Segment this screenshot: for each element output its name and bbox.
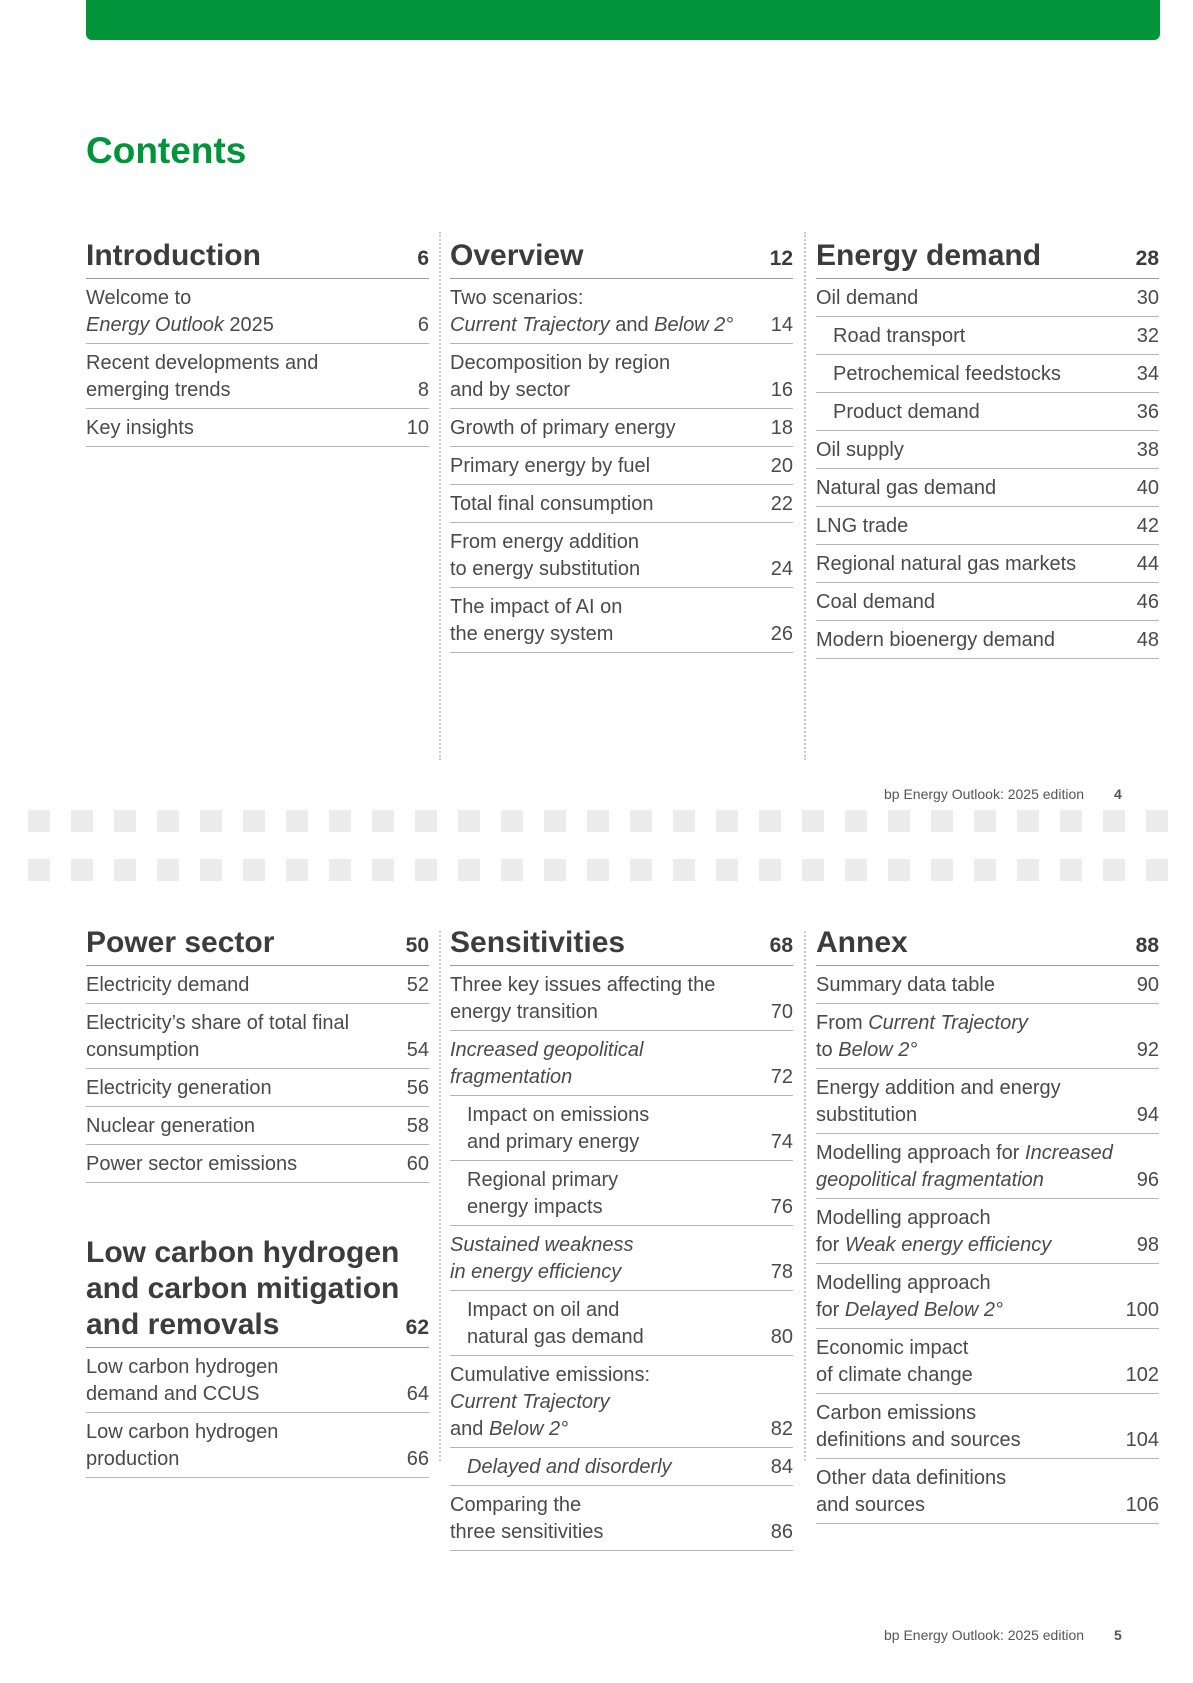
toc-entry[interactable] xyxy=(816,469,1159,507)
toc-entry[interactable] xyxy=(816,279,1159,317)
section-page-number: 62 xyxy=(405,1316,429,1339)
section-page-number: 50 xyxy=(405,934,429,957)
separator-square xyxy=(157,810,179,832)
separator-square xyxy=(1017,810,1039,832)
section-heading[interactable] xyxy=(816,925,1159,966)
entry-title xyxy=(86,1419,278,1473)
entry-title-text: and xyxy=(450,1418,484,1440)
toc-column-sensitivities xyxy=(450,925,793,1551)
entry-page-number: 78 xyxy=(770,1261,793,1283)
toc-entry[interactable] xyxy=(450,1356,793,1448)
separator-square xyxy=(716,810,738,832)
entry-title xyxy=(816,285,918,312)
toc-column-annex xyxy=(816,925,1159,1524)
toc-column-power-and-hydrogen xyxy=(86,925,429,1478)
entry-title-italic: Weak energy efficiency xyxy=(844,1234,1052,1256)
separator-square xyxy=(114,810,136,832)
entry-title-text: Modern bioenergy demand xyxy=(816,629,1056,651)
section-heading[interactable] xyxy=(86,238,429,279)
entry-title-text: Economic impact of climate change xyxy=(816,1337,973,1386)
entry-title-text: Low carbon hydrogen demand and CCUS xyxy=(86,1356,279,1405)
entry-page-number: 66 xyxy=(406,1448,429,1470)
toc-entry[interactable] xyxy=(816,393,1159,431)
entry-title xyxy=(450,1492,603,1546)
entry-title-text: Modelling approach for xyxy=(816,1272,991,1321)
toc-entry[interactable] xyxy=(86,1348,429,1413)
entry-title-text: Road transport xyxy=(833,325,966,347)
entry-page-number: 42 xyxy=(1136,515,1159,537)
toc-section xyxy=(86,925,429,1183)
entry-title-text: Regional primary energy impacts xyxy=(467,1169,619,1218)
entry-title xyxy=(450,350,670,404)
entry-page-number: 8 xyxy=(417,379,429,401)
page-title: Contents xyxy=(86,130,247,171)
entry-title xyxy=(450,1362,650,1443)
entry-title xyxy=(450,972,715,1026)
entry-page-number: 94 xyxy=(1136,1104,1159,1126)
footer-page-number: 5 xyxy=(1114,1627,1122,1643)
entry-title-text: Recent developments and emerging trends xyxy=(86,352,319,401)
entry-page-number: 60 xyxy=(406,1153,429,1175)
toc-entry[interactable] xyxy=(816,966,1159,1004)
section-title: Energy demand xyxy=(816,239,1042,272)
entry-title xyxy=(816,627,1055,654)
entry-title-text: Energy addition and energy substitution xyxy=(816,1077,1061,1126)
separator-square xyxy=(845,810,867,832)
entry-title-italic: Increased geopolitical fragmentation xyxy=(450,1039,644,1088)
entry-page-number: 92 xyxy=(1136,1039,1159,1061)
section-heading[interactable] xyxy=(86,1235,429,1348)
entry-title xyxy=(816,1205,1051,1259)
toc-entry[interactable] xyxy=(86,1413,429,1478)
footer-page-number: 4 xyxy=(1114,786,1122,802)
toc-entry[interactable] xyxy=(450,1226,793,1291)
entry-title xyxy=(816,323,965,350)
page-separator xyxy=(0,795,1193,851)
entry-title-text: From energy addition to energy substitution xyxy=(450,531,641,580)
toc-entry[interactable] xyxy=(816,1394,1159,1459)
entry-title xyxy=(450,415,676,442)
entry-title-text: From xyxy=(816,1012,869,1034)
entry-page-number: 98 xyxy=(1136,1234,1159,1256)
entry-title-italic: Increased geopolitical fragmentation xyxy=(816,1142,1113,1191)
entry-page-number: 82 xyxy=(770,1418,793,1440)
entry-page-number: 24 xyxy=(770,558,793,580)
entry-title-text: Two scenarios: xyxy=(450,287,584,309)
toc-entry[interactable] xyxy=(86,1004,429,1069)
entry-title-italic: Current Trajectory xyxy=(868,1012,1028,1034)
section-heading[interactable] xyxy=(450,238,793,279)
separator-square xyxy=(587,810,609,832)
separator-square xyxy=(888,810,910,832)
entry-page-number: 56 xyxy=(406,1077,429,1099)
entry-page-number: 84 xyxy=(770,1456,793,1478)
entry-title-italic: Below 2° xyxy=(488,1418,569,1440)
entry-page-number: 54 xyxy=(406,1039,429,1061)
column-divider xyxy=(804,931,806,1461)
toc-section xyxy=(450,925,793,1551)
footer-label: bp Energy Outlook: 2025 edition xyxy=(884,1627,1085,1643)
toc-entry[interactable] xyxy=(86,409,429,447)
entry-title xyxy=(86,415,194,442)
toc-entry[interactable] xyxy=(816,1069,1159,1134)
entry-page-number: 40 xyxy=(1136,477,1159,499)
entry-title xyxy=(816,437,904,464)
toc-entry[interactable] xyxy=(450,1161,793,1226)
contents-page-2 xyxy=(0,851,1193,1683)
entry-title xyxy=(816,1465,1006,1519)
section-page-number: 28 xyxy=(1135,247,1159,270)
entry-title xyxy=(816,513,908,540)
entry-page-number: 46 xyxy=(1136,591,1159,613)
section-title: Sensitivities xyxy=(450,926,626,959)
separator-square xyxy=(372,810,394,832)
separator-square xyxy=(544,810,566,832)
toc-entry[interactable] xyxy=(86,1145,429,1183)
entry-title xyxy=(450,1454,672,1481)
separator-square xyxy=(286,810,308,832)
entry-title xyxy=(816,1400,1021,1454)
separator-square xyxy=(974,810,996,832)
entry-page-number: 72 xyxy=(770,1066,793,1088)
entry-title-italic: Current Trajectory xyxy=(450,1391,610,1413)
entry-title xyxy=(816,475,996,502)
toc-entry[interactable] xyxy=(816,317,1159,355)
section-heading[interactable] xyxy=(86,925,429,966)
entry-title-text: 2025 xyxy=(223,314,274,336)
entry-page-number: 22 xyxy=(770,493,793,515)
entry-page-number: 44 xyxy=(1136,553,1159,575)
separator-square xyxy=(458,810,480,832)
toc-section xyxy=(816,925,1159,1524)
entry-title-text: Growth of primary energy xyxy=(450,417,676,439)
separator-square xyxy=(28,810,50,832)
separator-square xyxy=(243,810,265,832)
section-heading[interactable] xyxy=(816,238,1159,279)
entry-page-number: 74 xyxy=(770,1131,793,1153)
toc-entry[interactable] xyxy=(816,355,1159,393)
entry-title-text: Carbon emissions definitions and sources xyxy=(816,1402,1021,1451)
section-title: Overview xyxy=(450,239,584,272)
entry-title xyxy=(816,399,980,426)
entry-page-number: 64 xyxy=(406,1383,429,1405)
entry-title xyxy=(816,551,1076,578)
entry-title-text: The impact of AI on the energy system xyxy=(450,596,623,645)
section-title: Low carbon hydrogen and carbon mitigation and removals xyxy=(86,1236,400,1341)
entry-page-number: 10 xyxy=(406,417,429,439)
entry-title xyxy=(816,589,935,616)
toc-entry[interactable] xyxy=(450,1031,793,1096)
toc-entry[interactable] xyxy=(86,1107,429,1145)
toc-entry[interactable] xyxy=(450,279,793,344)
toc-column-introduction xyxy=(86,238,429,447)
separator-square xyxy=(1146,810,1168,832)
toc-entry[interactable] xyxy=(450,1096,793,1161)
entry-page-number: 14 xyxy=(770,314,793,336)
section-title: Annex xyxy=(816,926,908,959)
entry-page-number: 48 xyxy=(1136,629,1159,651)
entry-title-text: Impact on emissions and primary energy xyxy=(467,1104,650,1153)
entry-title-italic: Below 2° xyxy=(654,314,734,336)
entry-title xyxy=(86,350,318,404)
toc-entry[interactable] xyxy=(816,1004,1159,1069)
entry-title-italic: Energy Outlook xyxy=(86,314,224,336)
toc-entry[interactable] xyxy=(450,485,793,523)
entry-title-text: Electricity’s share of total final consumption xyxy=(86,1012,350,1061)
toc-entry[interactable] xyxy=(450,1291,793,1356)
entry-title-italic: Below 2° xyxy=(838,1039,918,1061)
entry-title-text: Petrochemical feedstocks xyxy=(833,363,1061,385)
entry-title-text: Oil demand xyxy=(816,287,919,309)
toc-entry[interactable] xyxy=(450,588,793,653)
entry-title xyxy=(816,1140,1113,1194)
entry-title-text: Welcome to xyxy=(86,287,192,309)
entry-title-text: Primary energy by fuel xyxy=(450,455,651,477)
toc-entry[interactable] xyxy=(86,966,429,1004)
entry-page-number: 34 xyxy=(1136,363,1159,385)
page-footer xyxy=(884,1627,1122,1643)
entry-title-text: Product demand xyxy=(833,401,980,423)
footer-label: bp Energy Outlook: 2025 edition xyxy=(884,786,1085,802)
entry-title xyxy=(450,491,653,518)
toc-section xyxy=(450,238,793,653)
separator-square xyxy=(71,810,93,832)
entry-title-text: Summary data table xyxy=(816,974,995,996)
entry-title-text: Coal demand xyxy=(816,591,935,613)
entry-title-text: Natural gas demand xyxy=(816,477,997,499)
section-title: Introduction xyxy=(86,239,261,272)
entry-page-number: 96 xyxy=(1136,1169,1159,1191)
entry-title xyxy=(86,1113,255,1140)
toc-section xyxy=(86,238,429,447)
toc-entry[interactable] xyxy=(450,966,793,1031)
toc-entry[interactable] xyxy=(816,1459,1159,1524)
entry-page-number: 16 xyxy=(770,379,793,401)
toc-entry[interactable] xyxy=(816,1199,1159,1264)
entry-title-text: and xyxy=(609,314,655,336)
column-divider xyxy=(439,232,441,760)
toc-entry[interactable] xyxy=(816,431,1159,469)
toc-section xyxy=(86,1235,429,1478)
entry-title-text: Key insights xyxy=(86,417,194,439)
entry-title-text: Low carbon hydrogen production xyxy=(86,1421,279,1470)
separator-square xyxy=(1103,810,1125,832)
entry-title xyxy=(450,529,640,583)
entry-page-number: 106 xyxy=(1125,1494,1159,1516)
separator-square xyxy=(630,810,652,832)
entry-page-number: 38 xyxy=(1136,439,1159,461)
separator-square xyxy=(802,810,824,832)
entry-title-text: Electricity demand xyxy=(86,974,250,996)
entry-page-number: 102 xyxy=(1125,1364,1159,1386)
entry-title xyxy=(816,361,1061,388)
entry-title-text: Decomposition by region and by sector xyxy=(450,352,671,401)
entry-page-number: 76 xyxy=(770,1196,793,1218)
entry-title-text: Modelling approach for xyxy=(816,1142,1026,1164)
toc-entry[interactable] xyxy=(816,545,1159,583)
toc-entry[interactable] xyxy=(450,523,793,588)
entry-title xyxy=(450,1297,644,1351)
entry-page-number: 26 xyxy=(770,623,793,645)
entry-title xyxy=(450,1232,633,1286)
section-page-number: 68 xyxy=(769,934,793,957)
toc-entry[interactable] xyxy=(450,344,793,409)
toc-entry[interactable] xyxy=(450,447,793,485)
toc-column-overview xyxy=(450,238,793,653)
entry-title xyxy=(450,594,622,648)
entry-title xyxy=(450,1102,649,1156)
section-title: Power sector xyxy=(86,926,275,959)
toc-entry[interactable] xyxy=(86,344,429,409)
entry-title xyxy=(450,453,650,480)
separator-square xyxy=(329,810,351,832)
column-divider xyxy=(439,931,441,1461)
separator-square xyxy=(931,810,953,832)
entry-page-number: 70 xyxy=(770,1001,793,1023)
section-page-number: 6 xyxy=(417,247,429,270)
column-divider xyxy=(804,232,806,760)
toc-entry[interactable] xyxy=(816,507,1159,545)
contents-page-1 xyxy=(0,0,1193,802)
entry-title xyxy=(816,972,995,999)
toc-entry[interactable] xyxy=(816,621,1159,659)
entry-page-number: 58 xyxy=(406,1115,429,1137)
entry-title xyxy=(86,1151,297,1178)
toc-entry[interactable] xyxy=(86,279,429,344)
separator-square xyxy=(415,810,437,832)
toc-entry[interactable] xyxy=(450,1448,793,1486)
section-page-number: 88 xyxy=(1135,934,1159,957)
entry-title xyxy=(86,285,274,339)
entry-title-text: LNG trade xyxy=(816,515,909,537)
entry-title-text: Oil supply xyxy=(816,439,904,461)
section-page-number: 12 xyxy=(769,247,793,270)
entry-page-number: 80 xyxy=(770,1326,793,1348)
entry-page-number: 36 xyxy=(1136,401,1159,423)
entry-title-text: Other data definitions and sources xyxy=(816,1467,1007,1516)
toc-entry[interactable] xyxy=(816,1134,1159,1199)
toc-entry[interactable] xyxy=(816,1264,1159,1329)
entry-page-number: 6 xyxy=(417,314,429,336)
header-bar xyxy=(86,0,1160,40)
entry-title xyxy=(86,1010,349,1064)
toc-section xyxy=(816,238,1159,659)
entry-page-number: 90 xyxy=(1136,974,1159,996)
entry-title xyxy=(816,1010,1028,1064)
entry-title-italic: Delayed Below 2° xyxy=(844,1299,1003,1321)
toc-entry[interactable] xyxy=(450,409,793,447)
entry-title xyxy=(450,1037,643,1091)
entry-title-text: Modelling approach for xyxy=(816,1207,991,1256)
entry-title-text: Cumulative emissions: xyxy=(450,1364,651,1386)
toc-entry[interactable] xyxy=(86,1069,429,1107)
entry-title-italic: Sustained weakness in energy efficiency xyxy=(450,1234,634,1283)
entry-page-number: 52 xyxy=(406,974,429,996)
entry-title xyxy=(450,285,733,339)
entry-page-number: 20 xyxy=(770,455,793,477)
separator-square xyxy=(200,810,222,832)
entry-title-text: to xyxy=(816,1039,833,1061)
toc-entry[interactable] xyxy=(816,583,1159,621)
entry-title-text: Regional natural gas markets xyxy=(816,553,1077,575)
entry-title xyxy=(86,1075,272,1102)
entry-title-text: Comparing the three sensitivities xyxy=(450,1494,604,1543)
entry-page-number: 100 xyxy=(1125,1299,1159,1321)
toc-entry[interactable] xyxy=(816,1329,1159,1394)
entry-page-number: 104 xyxy=(1125,1429,1159,1451)
separator-square xyxy=(501,810,523,832)
entry-title xyxy=(816,1335,973,1389)
entry-title xyxy=(86,972,249,999)
toc-column-energy-demand xyxy=(816,238,1159,659)
entry-title-text: Nuclear generation xyxy=(86,1115,255,1137)
entry-page-number: 32 xyxy=(1136,325,1159,347)
entry-title xyxy=(816,1270,1003,1324)
entry-title xyxy=(816,1075,1061,1129)
section-heading[interactable] xyxy=(450,925,793,966)
entry-page-number: 18 xyxy=(770,417,793,439)
entry-title xyxy=(86,1354,278,1408)
entry-title-italic: Current Trajectory xyxy=(450,314,610,336)
entry-title-italic: Delayed and disorderly xyxy=(467,1456,672,1478)
entry-title-text: Impact on oil and natural gas demand xyxy=(467,1299,644,1348)
entry-title xyxy=(450,1167,618,1221)
entry-page-number: 30 xyxy=(1136,287,1159,309)
entry-title-text: Total final consumption xyxy=(450,493,654,515)
separator-square xyxy=(1060,810,1082,832)
entry-page-number: 86 xyxy=(770,1521,793,1543)
entry-title-text: Power sector emissions xyxy=(86,1153,298,1175)
entry-title-text: Electricity generation xyxy=(86,1077,272,1099)
entry-title-text: Three key issues affecting the energy transition xyxy=(450,974,716,1023)
separator-square xyxy=(759,810,781,832)
toc-entry[interactable] xyxy=(450,1486,793,1551)
separator-square xyxy=(673,810,695,832)
